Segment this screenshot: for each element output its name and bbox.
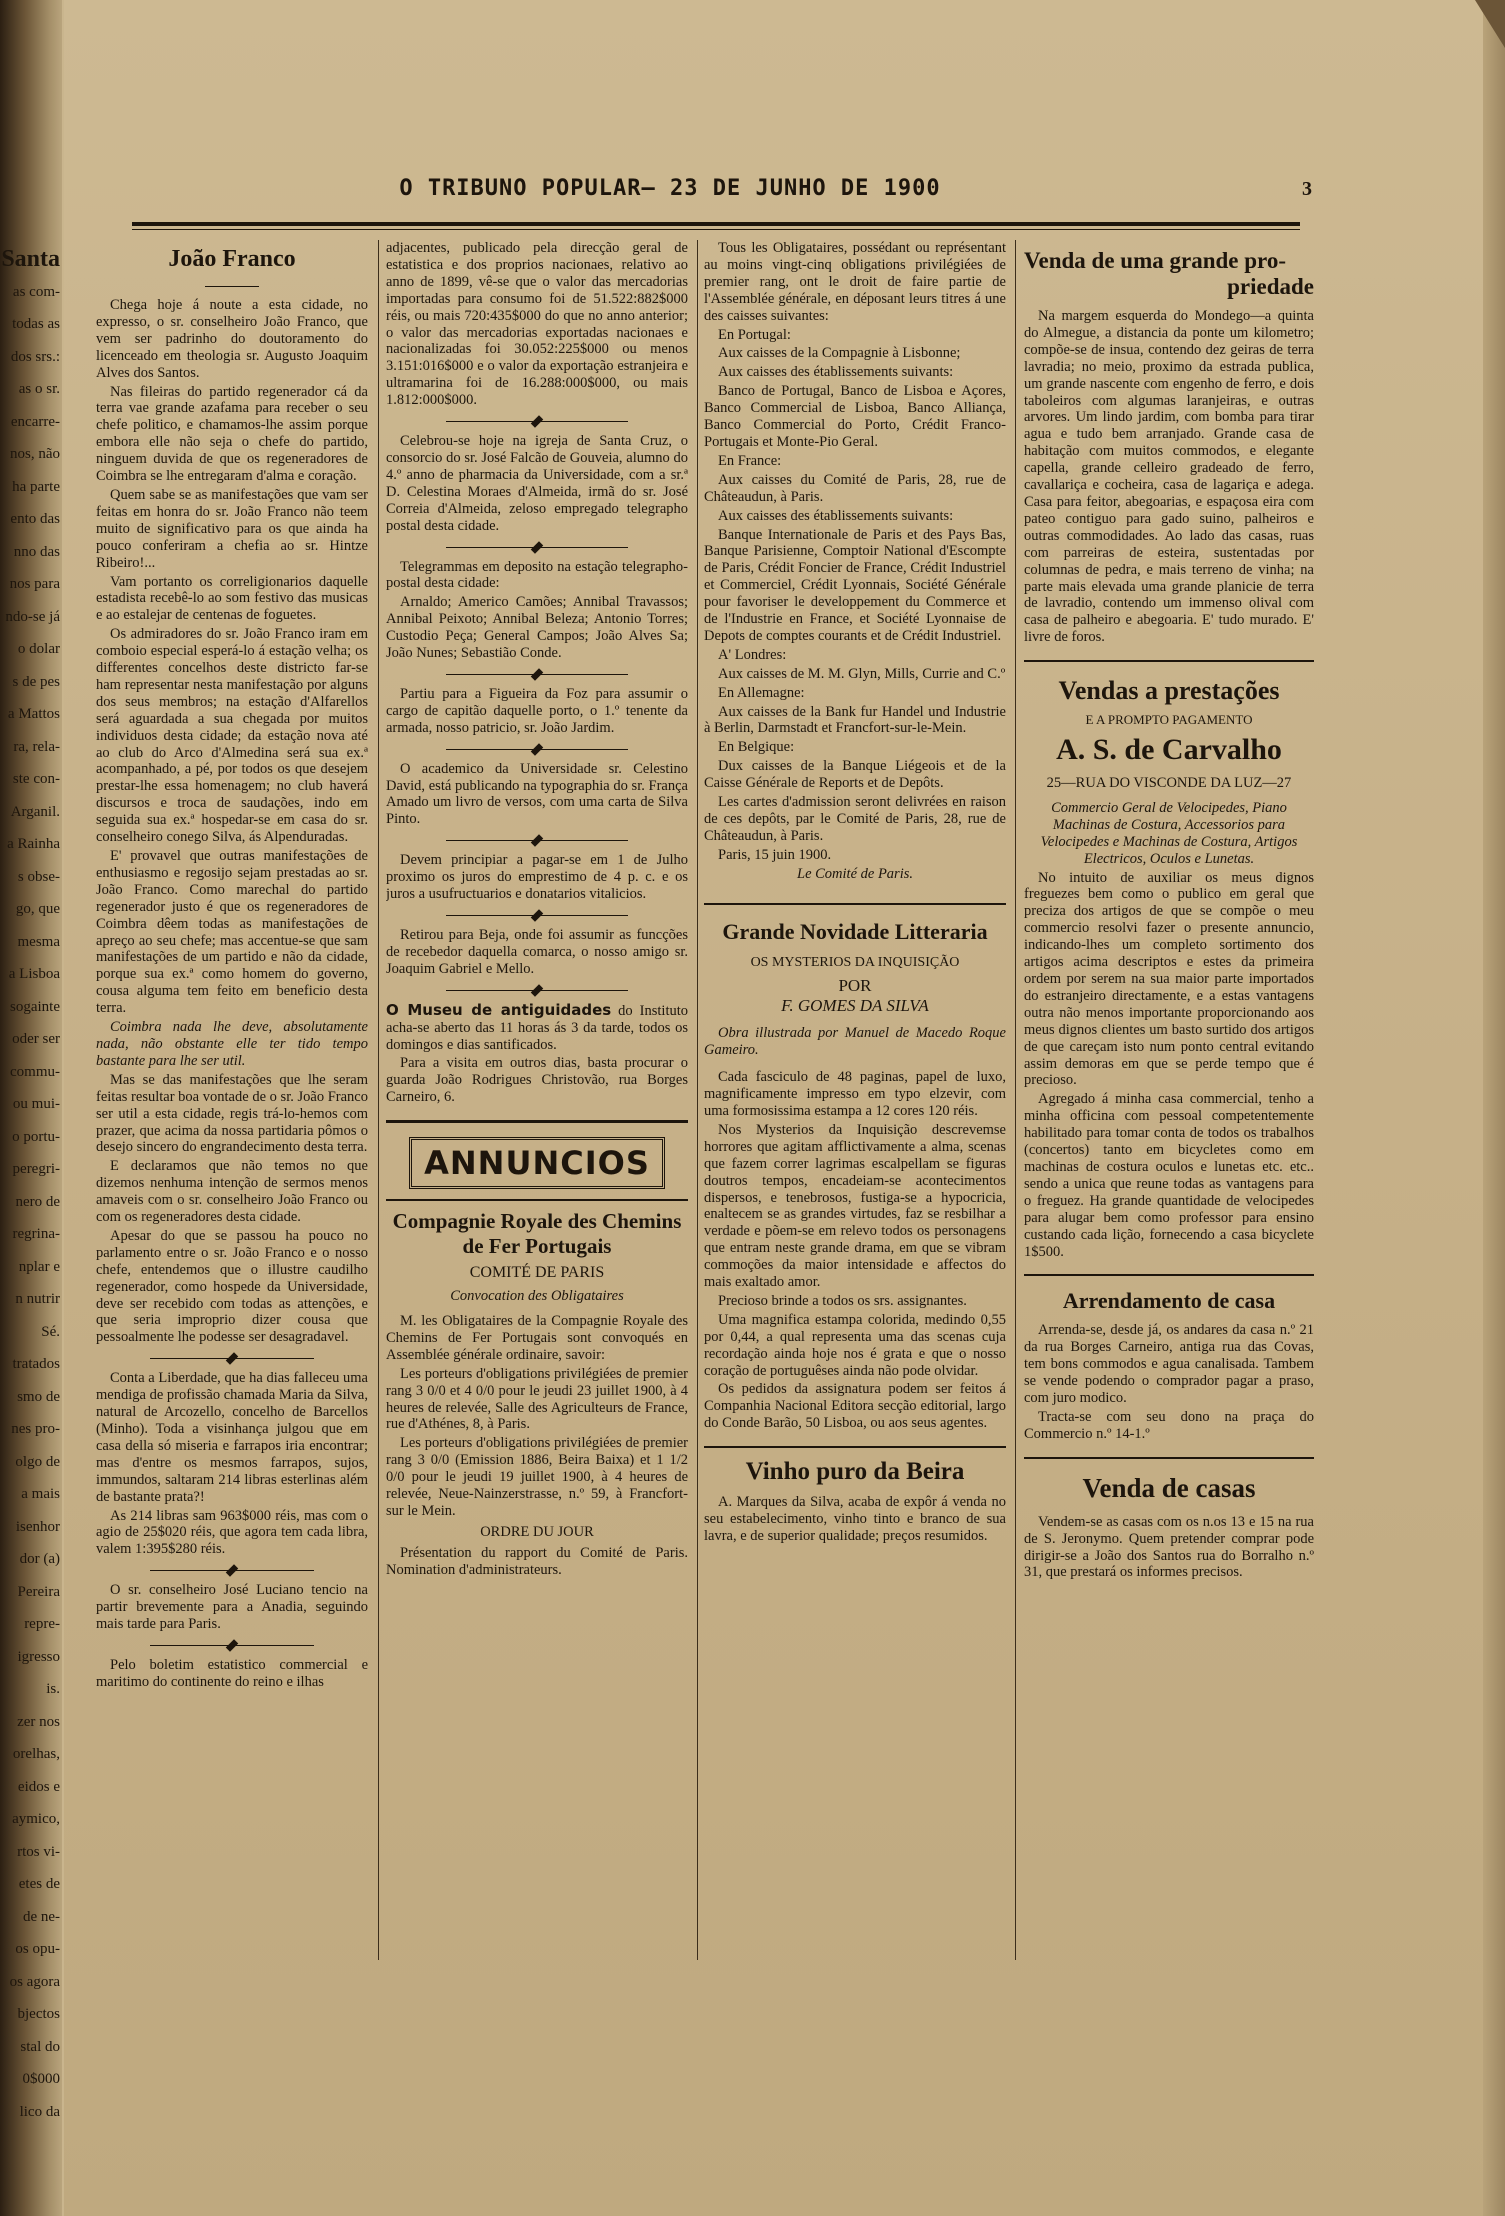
previous-page-text: rtos vi- <box>17 1843 60 1860</box>
previous-page-text: dor (a) <box>19 1551 60 1567</box>
annuncios-box <box>409 1137 665 1189</box>
section-rule <box>386 1120 688 1123</box>
paragraph: Uma magnifica estampa colorida, medindo 0,55 por 0,44, a qual representa uma das scenas cuja recordação ainda hoje nos é grata e que o nosso coração de portuguêses ainda não pode olvidar. <box>704 1311 1006 1379</box>
novidade-subtitle: OS MYSTERIOS DA INQUISIÇÃO <box>750 954 960 970</box>
paragraph: Nos Mysterios da Inquisição descrevemse horrores que agitam afflictivamente a alma, scenas que fazem correr lagrimas escalpellam se figuras doutros tempos, encadeiam-se acontecimentos dispersos, e tenebrosos, fustiga-se a hypocricia, enaltecem se as grandes virtudes, faz se resbilhar a verdade e põem-se em relevo todos os personagens que entram neste grande drama, em que se vibram commoções da maior intensidade e affectos do mais exaltado amor. <box>704 1121 1006 1291</box>
separator <box>386 666 688 682</box>
section-rule <box>1024 660 1314 662</box>
previous-page-text: de ne- <box>22 1908 60 1925</box>
previous-page-text: ou mui- <box>12 1096 60 1112</box>
page-number: 3 <box>1302 178 1312 200</box>
paragraph: Aux caisses des établissements suivants: <box>718 507 954 524</box>
museu-block <box>386 1002 688 1054</box>
paragraph: E declaramos que não temos no que dizemos nenhuma intenção de sermos menos amaveis com o sr. conselheiro João Franco ou com os regeneradores desta cidade. <box>96 1158 368 1226</box>
previous-page-text: ste con- <box>12 771 60 787</box>
paragraph: Os pedidos da assignatura podem ser feitos á Companhia Nacional Editora secção editorial, largo do Conde Barão, 50 Lisboa, ou aos seus agentes. <box>704 1381 1006 1432</box>
previous-page-text: isenhor <box>15 1518 60 1535</box>
previous-page-text: repre- <box>24 1616 60 1632</box>
separator <box>386 539 688 555</box>
paragraph: adjacentes, publicado pela direcção geral de estatistica e dos proprios nacionaes, relativo ao anno de 1899, vê-se que o valor das mercadorias importadas para consumo foi de 51.522:882$000 réis, ou mais 720:435$000 do que no anno anterior; o valor das mercadorias exportadas nacionaes e nacionalizadas foi 30.052:225$000 ou menos 3.151:016$000 e o valor da exportação estranjeira e ultramarina foi de 16.288:000$000, ou mais 1.812:000$000. <box>386 240 688 409</box>
paragraph: O sr. conselheiro José Luciano tencio na partir brevemente para a Anadia, seguindo mais tarde para Paris. <box>96 1582 368 1633</box>
venda-propriedade-title: Venda de uma grande pro- <box>1024 248 1286 273</box>
compagnie-title: Compagnie Royale des Chemins de Fer Portugais <box>392 1209 682 1259</box>
paragraph: M. les Obligataires de la Compagnie Royale des Chemins de Fer Portugais sont convoqués en Assemblée générale ordinaire, savoir: <box>386 1312 688 1363</box>
novidade-author: F. GOMES DA SILVA <box>781 996 929 1016</box>
previous-page-text: commu- <box>10 1063 60 1080</box>
paragraph: A. Marques da Silva, acaba de expôr á venda no seu estabelecimento, vinho tinto e branco de sua lavra, e de superior qualidade; preços resumidos. <box>704 1494 1006 1544</box>
previous-page-text: nes pro- <box>11 1421 60 1437</box>
column-2 <box>386 240 688 2200</box>
paragraph: Agregado á minha casa commercial, tenho a minha officina com pessoal competentemente habilitado para tomar conta de todos os trabalhos (concertos) tanto em bicycletes como em machinas de costura oculos e lunetas etc. etc.. sendo a unica que reune todas as vantagens para o freguez. Ha grande quantidade de velocipedes para alugar bem como professor para ensino custando cada lição, fornecendo a casa bicyclete 1$500. <box>1024 1091 1314 1260</box>
previous-page-text: igresso <box>17 1648 60 1665</box>
header-rule-thin <box>132 229 1300 230</box>
novidade-title: Grande Novidade Litteraria <box>722 918 988 944</box>
previous-page-text: ra, rela- <box>13 738 60 755</box>
paragraph: Para a visita em outros dias, basta procurar o guarda João Rodrigues Christovão, rua Borges Carneiro, 6. <box>386 1055 688 1106</box>
paragraph: Aux caisses des établissements suivants: <box>718 364 954 381</box>
previous-page-text: zer nos <box>17 1713 60 1730</box>
previous-page-text: nplar e <box>18 1258 60 1275</box>
previous-page-text: nos, não <box>10 446 60 462</box>
paragraph: Les porteurs d'obligations privilégiées de premier rang 3 0/0 et 4 0/0 pour le jeudi 23 juillet 1900, à 4 heures de relevée, Salle des Agriculteurs de France, rue d'Athénes, 8, à Paris. <box>386 1365 688 1433</box>
previous-page-text: as com- <box>12 283 60 300</box>
previous-page-text: nos para <box>9 576 60 592</box>
paragraph: Dux caisses de la Banque Liégeois et de la Caisse Générale de Reports et de Depôts. <box>704 758 1006 792</box>
paragraph: En France: <box>718 452 782 469</box>
page-corner <box>1475 0 1505 48</box>
paragraph: Apesar do que se passou ha pouco no parlamento entre o sr. João Franco e o nosso chefe, entendemos que o illustre caudilho regenerador, como hospede da Universidade, deve ser recebido com todas as attenções, e que seria improprio dizer cousa que pessoalmente lhe podesse ser desagradavel. <box>96 1227 368 1346</box>
column-rule <box>1015 240 1016 1960</box>
previous-page-text: a Mattos <box>7 706 60 722</box>
previous-page-text: os opu- <box>15 1941 60 1957</box>
previous-page-text: encarre- <box>10 413 60 430</box>
paragraph: Na margem esquerda do Mondego—a quinta do Almegue, a distancia da ponte um kilometro; compõe-se de insua, contendo dez geiras de terra lavradia; no meio, proximo da estrada publica, um grande nascente com engenho de ferro, e dois taboleiros com algumas laranjeiras, e outras arvores. Um lindo jardim, com bomba para tirar agua e tudo bem arranjado. Grande casa de habitação com muitos commodos, e elegante capella, grande celleiro gradeado de ferro, cavallariça e cocheira, casa de lagariça e adega. Casa para feitor, abegoarias, e espaçosa eira com pateo contiguo para gado suino, palheiros e outras commodidades. Ao lado das casas, ruas com parreiras de esteira, sustentadas por columnas de pedra, e mais terreno de vinha; na parte mais elevada uma grande planicie de terra de lavradio, contendo um immenso olival com casa de palheiro e abegoaria. E' tudo murado. E' livre de foros. <box>1024 308 1314 646</box>
paragraph: Aux caisses de M. M. Glyn, Mills, Currie and C.º <box>718 665 1006 682</box>
previous-page-text: a Lisboa <box>8 966 60 982</box>
section-rule <box>1024 1274 1314 1276</box>
previous-page-text: Arganil. <box>10 803 60 820</box>
paragraph: Les porteurs d'obligations privilégiées de premier rang 3 0/0 (Emission 1886, Beira Baixa) et 1 1/2 0/0 pour le jeudi 19 juillet 1900, à 4 heures de relevée, Neue-Nainzerstrasse, n.º 59, à Francfort-sur le Mein. <box>386 1435 688 1519</box>
previous-page-text: ha parte <box>12 478 60 495</box>
masthead: O TRIBUNO POPULAR– 23 DE JUNHO DE 1900 <box>399 176 941 201</box>
paragraph: Cada fasciculo de 48 paginas, papel de luxo, magnificamente impresso em typo elzevir, com uma formosissima estampa a 12 cores 120 réis. <box>704 1069 1006 1119</box>
paragraph: Banque Internationale de Paris et des Pays Bas, Banque Parisienne, Comptoir National d'Escompte de Paris, Crédit Foncier de France, Crédit Industriel et Commerciel, Crédit Lyonnais, Société Générale pour favoriser le developpement du Commerce et de l'Industrie en France, et Société Lyonnaise de Depots de comptes courants et de Crédit Industriel. <box>704 526 1006 644</box>
paragraph: Celebrou-se hoje na igreja de Santa Cruz, o consorcio do sr. José Falcão de Gouveia, alumno do 4.º anno de pharmacia da Universidade, com a sr.ª D. Celestina Moraes d'Almeida, irmã do sr. José Correia d'Almeida, zeloso empregado telegrapho postal desta cidade. <box>386 433 688 534</box>
paragraph: Arnaldo; Americo Camões; Annibal Travassos; Annibal Peixoto; Annibal Beleza; Antonio Torres; Custodio Peça; General Campos; João Alves Sa; João Nunes; Sebastião Conde. <box>386 594 688 662</box>
museu-title: O Museu de antiguidades <box>386 1000 612 1019</box>
paragraph: E' provavel que outras manifestações de enthusiasmo e regosijo sejam prestadas ao sr. João Franco. Como marechal do partido regenerador justo é que os regeneradores de Coimbra dêem todas as manifestações de apreço ao seu chefe; mas accentue-se que sam manifestações de um partido e não da cidade, porque sua ex.ª como homem do governo, cousa alguma tem feito em beneficio desta terra. <box>96 848 368 1017</box>
paragraph: Les cartes d'admission seront delivrées en raison de ces depôts, par le Comité de Paris, 28, rue de Châteaudun, à Paris. <box>704 794 1006 844</box>
page-edge <box>1483 0 1505 2216</box>
paragraph: Retirou para Beja, onde foi assumir as funcções de recebedor daquella comarca, o nosso amigo sr. Joaquim Gabriel e Mello. <box>386 927 688 977</box>
title-rule <box>96 281 368 291</box>
previous-page-text: os agora <box>9 1973 60 1990</box>
previous-page-text: tratados <box>12 1356 60 1372</box>
paragraph: Coimbra nada lhe deve, absolutamente nada, não obstante elle ter tido tempo bastante para lhe ser util. <box>96 1019 368 1069</box>
section-rule <box>704 1446 1006 1448</box>
previous-page-text: Pereira <box>17 1583 60 1600</box>
paragraph: Chega hoje á noute a esta cidade, no expresso, o sr. conselheiro João Franco, que vem ser padrinho do doutoramento do licenceado em theologia sr. Augusto Joaquim Alves dos Santos. <box>96 297 368 381</box>
paragraph: Aux caisses de la Compagnie à Lisbonne; <box>718 345 961 362</box>
previous-page-text: a mais <box>21 1486 60 1502</box>
separator <box>96 1562 368 1578</box>
column-rule <box>378 240 379 1960</box>
previous-page-text: aymico, <box>12 1811 60 1827</box>
separator <box>386 741 688 757</box>
ordre-heading: ORDRE DU JOUR <box>480 1523 594 1540</box>
previous-page-text: Sé. <box>41 1323 60 1340</box>
convocation-heading: Convocation des Obligataires <box>450 1288 624 1305</box>
previous-page-text: mesma <box>17 933 60 950</box>
previous-page-text: s de pes <box>12 673 60 690</box>
previous-page-text: stal do <box>20 2038 60 2055</box>
paragraph: O academico da Universidade sr. Celestino David, está publicando na typographia do sr. França Amado um livro de versos, com uma carta de Silva Pinto. <box>386 760 688 828</box>
previous-page-text: sogainte <box>10 998 60 1015</box>
previous-page-text: eidos e <box>17 1778 60 1795</box>
paragraph: Mas se das manifestações que lhe seram feitas resultar boa vontade de o sr. João Franco ser util a esta cidade, regis trá-lo-hemos com prazer, que acima da nossa partidaria pômos o desejo sincero do engrandecimento desta terra. <box>96 1071 368 1156</box>
previous-page-text: etes de <box>18 1876 60 1892</box>
section-rule <box>704 903 1006 905</box>
column-rule <box>697 240 698 1960</box>
prestacoes-description: Commercio Geral de Velocipedes, Piano Machinas de Costura, Accessorios para Velocipedes e Machinas de Costura, Artigos Electricos, Oculos e Lunetas. <box>1040 799 1298 867</box>
previous-page-text: oder ser <box>12 1031 60 1047</box>
previous-page-text: as o sr. <box>18 381 60 397</box>
novidade-illustrator: Obra illustrada por Manuel de Macedo Roque Gameiro. <box>704 1025 1006 1059</box>
column-4 <box>1024 240 1314 2200</box>
paragraph: Vam portanto os correligionarios daquelle estadista recebê-lo ao som festivo das musicas e ao estalejar de centenas de foguetes. <box>96 573 368 624</box>
paragraph: Banco de Portugal, Banco de Lisboa e Açores, Banco Commercial de Lisboa, Banco Alliança, Banco Commercial do Porto, Crédit Franco-Portugais et Monte-Pio Geral. <box>704 383 1006 450</box>
paragraph: Quem sabe se as manifestações que vam ser feitas em honra do sr. João Franco não teem muito de significativo para os que ainda ha pouco conferiram a chefia ao sr. Hintze Ribeiro!... <box>96 486 368 571</box>
section-rule <box>1024 1457 1314 1459</box>
paragraph: Tous les Obligataires, possédant ou représentant au moins vingt-cinq obligations privilégiées de premier rang, ont le droit de faire partie de l'Assemblée générale, en déposant leurs titres á une des caisses suivantes: <box>704 240 1006 324</box>
section-rule <box>386 1199 688 1201</box>
previous-page-text: nero de <box>15 1193 60 1210</box>
paragraph: Présentation du rapport du Comité de Paris. Nomination d'administrateurs. <box>386 1544 688 1578</box>
previous-page-text: orelhas, <box>12 1746 60 1762</box>
previous-page-fragments <box>0 0 62 2216</box>
paragraph: Pelo boletim estatistico commercial e maritimo do continente do reino e ilhas <box>96 1656 368 1690</box>
column-3 <box>704 240 1006 2200</box>
previous-page-text: o portu- <box>12 1128 60 1145</box>
paragraph: Aux caisses du Comité de Paris, 28, rue de Châteaudun, à Paris. <box>704 471 1006 505</box>
previous-page-text: ento das <box>10 511 60 527</box>
previous-page-text: o dolar <box>17 641 60 657</box>
article-title-joao-franco: João Franco <box>168 246 296 272</box>
paragraph: Telegrammas em deposito na estação telegrapho-postal desta cidade: <box>386 558 688 592</box>
prestacoes-subtitle: E A PROMPTO PAGAMENTO <box>1085 712 1253 728</box>
previous-page-text: is. <box>46 1681 60 1697</box>
previous-page-text: smo de <box>17 1388 60 1405</box>
venda-casas-title: Venda de casas <box>1082 1472 1256 1503</box>
prestacoes-title: Vendas a prestações <box>1058 676 1280 706</box>
previous-page-text: 0$000 <box>22 2071 60 2087</box>
paragraph: A' Londres: <box>718 646 787 663</box>
separator <box>386 982 688 998</box>
paragraph: Paris, 15 juin 1900. <box>718 846 832 863</box>
comite-heading: COMITÉ DE PARIS <box>469 1264 605 1282</box>
header-rule <box>132 222 1300 226</box>
arrendamento-title: Arrendamento de casa <box>1062 1288 1276 1314</box>
previous-page-text: bjectos <box>17 2006 60 2022</box>
previous-page-text: go, que <box>15 901 60 917</box>
paragraph: Partiu para a Figueira da Foz para assumir o cargo de capitão daquelle porto, o 1.º tenente da armada, nosso patricio, sr. João Jardim. <box>386 685 688 736</box>
paragraph: Vendem-se as casas com os n.os 13 e 15 na rua de S. Jeronymo. Quem pretender comprar pode dirigir-se a João dos Santos rua do Borralho n.º 31, que prestará os informes precisos. <box>1024 1513 1314 1581</box>
paragraph: En Allemagne: <box>718 684 805 701</box>
paragraph: Precioso brinde a todos os srs. assignantes. <box>718 1292 967 1309</box>
separator <box>96 1350 368 1366</box>
previous-page-text: ndo-se já <box>5 608 60 625</box>
paragraph: Arrenda-se, desde já, os andares da casa n.º 21 da rua Borges Carneiro, antiga rua das Covas, tem bons commodos e agua canalisada. Tambem se vende podendo o comprador pagar a praso, com juro modico. <box>1024 1322 1314 1407</box>
prestacoes-name: A. S. de Carvalho <box>1056 733 1282 767</box>
paragraph: Os admiradores do sr. João Franco iram em comboio especial esperá-lo á estação velha; os differentes concelhos deste districto far-se ham representar nesta manifestação por alguns dos seus membros; na estação d'Alfarellos será aguardada a sua chegada por muitos individuos desta cidade; da estação nova até ao club do Arco d'Almedina será sua ex.ª acompanhado, a pé, por todos os que desejem prestar-lhe essa homenagem; no club haverá discursos e troca de saudações, indo em seguida sua ex.ª hospedar-se em casa do sr. conselheiro conego Silva, ás Alpenduradas. <box>96 626 368 846</box>
paragraph: As 214 libras sam 963$000 réis, mas com o agio de 25$020 réis, que agora tem cada libra, valem 1:395$280 réis. <box>96 1507 368 1558</box>
separator <box>386 832 688 848</box>
separator <box>386 907 688 923</box>
paragraph: No intuito de auxiliar os meus dignos freguezes bem como o publico em geral que preciza dos artigos de que se compõe o meu commercio resolvi fazer o presente annuncio, indicando-lhes um completo sortimento dos artigos acima descriptos e estes da primeira ordem por serem na sua maior parte importados do estranjeiro directamente, e a estas vantagens outra não menos importante proporcionando aos meus dignos clientes um basto surtido dos artigos de que careçam isto num ponto central evitando assim demoras em que se perde tempo que é precioso. <box>1024 869 1314 1089</box>
previous-page-text: todas as <box>12 316 60 332</box>
annuncios-title: ANNUNCIOS <box>424 1144 650 1183</box>
paragraph: En Portugal: <box>718 326 791 343</box>
previous-page-text: peregri- <box>12 1161 60 1177</box>
paragraph: Conta a Liberdade, que ha dias falleceu uma mendiga de profissão chamada Maria da Silva, natural de Arcozello, concelho de Barcellos (Minho). Toda a visinhança julgou que em casa della só miseria e farrapos iria encontrar; mas d'entre os mesmos farrapos, sujos, immundos, saltaram 214 libras esterlinas além de bastante prata?! <box>96 1370 368 1505</box>
previous-page-text: n nutrir <box>15 1291 60 1307</box>
previous-page-text: nno das <box>13 543 60 560</box>
column-1 <box>96 240 368 2200</box>
previous-page-text: olgo de <box>15 1453 60 1470</box>
separator <box>386 413 688 429</box>
paragraph: Aux caisses de la Bank fur Handel und Industrie à Berlin, Darmstadt et Francfort-sur-le-Mein. <box>704 703 1006 737</box>
paragraph: Tracta-se com seu dono na praça do Commercio n.º 14-1.º <box>1024 1408 1314 1442</box>
venda-propriedade-title-2: priedade <box>1227 274 1314 299</box>
previous-page-text: Santa <box>1 250 60 268</box>
previous-page-text: a Rainha <box>7 836 60 852</box>
previous-page-text: lico da <box>19 2103 60 2120</box>
paragraph: Devem principiar a pagar-se em 1 de Julho proximo os juros do emprestimo de 4 p. c. e os juros a usufructuarios e donatarios vitalicios. <box>386 852 688 903</box>
previous-page-text: dos srs.: <box>10 348 60 365</box>
paragraph: Nas fileiras do partido regenerador cá da terra vae grande azafama para receber o seu chefe politico, e chamamos-lhe assim porque embora elle não seja o chefe do partido, ninguem duvida de que os regeneradores de Coimbra se lhe entregaram d'alma e coração. <box>96 383 368 485</box>
previous-page-text: regrina- <box>12 1226 60 1242</box>
vinho-title: Vinho puro da Beira <box>745 1458 965 1486</box>
separator <box>96 1637 368 1653</box>
paragraph: En Belgique: <box>718 739 795 756</box>
prestacoes-address: 25—RUA DO VISCONDE DA LUZ—27 <box>1046 775 1292 792</box>
museu-text: do Instituto acha-se aberto das 11 horas ás 3 da tarde, todos os domingos e dias santificados. <box>386 1002 688 1053</box>
novidade-por: POR <box>838 975 872 995</box>
signature: Le Comité de Paris. <box>797 865 913 882</box>
previous-page-text: s obse- <box>17 868 60 885</box>
